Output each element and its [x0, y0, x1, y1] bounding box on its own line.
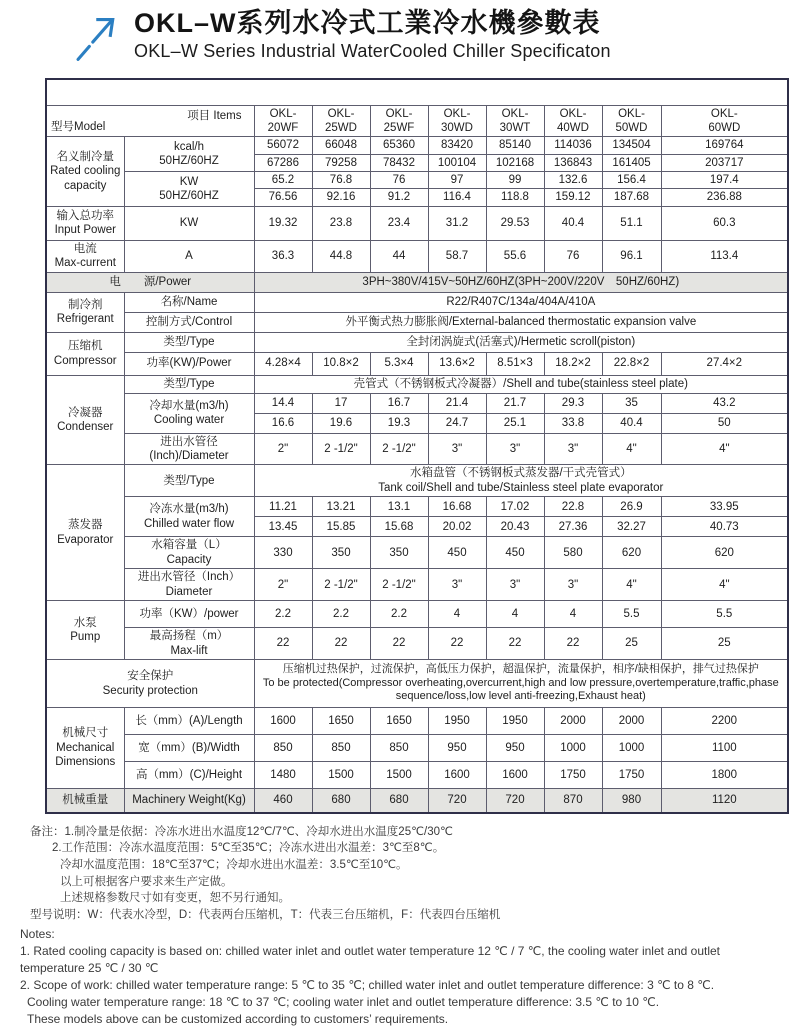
row-power-supply: [46, 272, 788, 292]
model-col-header: OKL- 30WD: [428, 105, 486, 137]
value-cell: 29.53: [486, 206, 544, 240]
value-cell: 450: [428, 537, 486, 569]
note-line: 上述规格参数尺寸如有变更，恕不另行通知。: [60, 892, 290, 905]
value-cell: 15.85: [312, 517, 370, 537]
model-header-row: [46, 105, 788, 137]
value-cell: 33.95: [661, 497, 788, 517]
table-caption: OKL-W系列水冷式工业冷水机参数表: [46, 79, 788, 105]
notes-english: [20, 926, 772, 1028]
value-cell: 22: [486, 628, 544, 660]
section-label-power: 电 源/Power: [46, 272, 254, 292]
value-cell: 134504: [602, 137, 661, 154]
item-label-a-unit: A: [124, 240, 254, 272]
value-cell: 32.27: [602, 517, 661, 537]
item-label-evap-pipe: 进出水管径（Inch） Diameter: [124, 569, 254, 601]
value-cell: 40.4: [602, 413, 661, 433]
value-cell: 22: [370, 628, 428, 660]
section-label-rated: 名义制冷量 Rated cooling capacity: [46, 137, 124, 207]
value-cell: 4": [602, 569, 661, 601]
section-label-pump: 水泵 Pump: [46, 601, 124, 660]
value-cell: 76: [544, 240, 602, 272]
row-evaporator-type: [46, 465, 788, 497]
note-line: These models above can be customized according to customers’ requirements.: [27, 1011, 449, 1026]
value-cell: 2000: [544, 708, 602, 735]
value-cell: 980: [602, 789, 661, 813]
value-cell: 60.3: [661, 206, 788, 240]
value-cell: 13.1: [370, 497, 428, 517]
item-label-tank-capacity: 水箱容量（L） Capacity: [124, 537, 254, 569]
section-label-condenser: 冷凝器 Condenser: [46, 375, 124, 465]
evaporator-type-value: 水箱盘管（不锈钢板式蒸发器/干式壳管式） Tank coil/Shell and tube/Stainless steel plate evaporator: [254, 465, 788, 497]
value-cell: 4": [602, 433, 661, 465]
value-cell: 21.7: [486, 393, 544, 413]
value-cell: 3": [486, 569, 544, 601]
value-cell: 55.6: [486, 240, 544, 272]
value-cell: 56072: [254, 137, 312, 154]
value-cell: 13.21: [312, 497, 370, 517]
value-cell: 2 -1/2": [312, 433, 370, 465]
value-cell: 950: [428, 735, 486, 762]
value-cell: 620: [602, 537, 661, 569]
value-cell: 116.4: [428, 189, 486, 206]
value-cell: 66048: [312, 137, 370, 154]
value-cell: 26.9: [602, 497, 661, 517]
section-label-input-power: 输入总功率 Input Power: [46, 206, 124, 240]
value-cell: 19.6: [312, 413, 370, 433]
section-label-weight: 机械重量: [46, 789, 124, 813]
value-cell: 44: [370, 240, 428, 272]
value-cell: 330: [254, 537, 312, 569]
value-cell: 1120: [661, 789, 788, 813]
model-col-header: OKL- 30WT: [486, 105, 544, 137]
item-label-control: 控制方式/Control: [124, 312, 254, 332]
value-cell: 78432: [370, 154, 428, 171]
spec-table: [45, 78, 789, 814]
value-cell: 8.51×3: [486, 352, 544, 375]
value-cell: 17: [312, 393, 370, 413]
value-cell: 96.1: [602, 240, 661, 272]
value-cell: 114036: [544, 137, 602, 154]
condenser-type-value: 壳管式（不锈钢板式冷凝器）/Shell and tube(stainless steel plate): [254, 375, 788, 393]
value-cell: 5.5: [602, 601, 661, 628]
value-cell: 97: [428, 172, 486, 189]
note-line: 2.工作范围：冷冻水温度范围：5℃至35℃；冷冻水进出水温差：3℃至8℃。: [52, 842, 445, 855]
row-rated-kw-50hz: [46, 172, 788, 189]
value-cell: 136843: [544, 154, 602, 171]
value-cell: 16.6: [254, 413, 312, 433]
section-label-dimensions: 机械尺寸 Mechanical Dimensions: [46, 708, 124, 789]
security-protection-value: 压缩机过热保护，过流保护，高低压力保护，超温保护，流量保护，相序/缺相保护，排气过热保护 To be protected(Compressor overheating,overcurrent,high and low pressure,overtemperature,traffic,phase sequence/loss,low level anti-freezing,Exhaust heat): [254, 660, 788, 708]
row-max-current: [46, 240, 788, 272]
corner-cell: [46, 105, 254, 137]
row-compressor-power: [46, 352, 788, 375]
value-cell: 113.4: [661, 240, 788, 272]
value-cell: 58.7: [428, 240, 486, 272]
value-cell: 67286: [254, 154, 312, 171]
value-cell: 83420: [428, 137, 486, 154]
value-cell: 23.8: [312, 206, 370, 240]
row-refrigerant-name: [46, 292, 788, 312]
value-cell: 22: [544, 628, 602, 660]
value-cell: 23.4: [370, 206, 428, 240]
value-cell: 680: [312, 789, 370, 813]
value-cell: 197.4: [661, 172, 788, 189]
value-cell: 2.2: [370, 601, 428, 628]
row-condenser-pipe: [46, 433, 788, 465]
value-cell: 27.36: [544, 517, 602, 537]
refrigerant-name-value: R22/R407C/134a/404A/410A: [254, 292, 788, 312]
value-cell: 35: [602, 393, 661, 413]
row-chilled-water-1: [46, 497, 788, 517]
row-height: [46, 762, 788, 789]
brand-arrow-icon: [72, 8, 124, 64]
value-cell: 1800: [661, 762, 788, 789]
value-cell: 350: [312, 537, 370, 569]
value-cell: 17.02: [486, 497, 544, 517]
item-label-comp-type: 类型/Type: [124, 332, 254, 352]
value-cell: 203717: [661, 154, 788, 171]
value-cell: 13.6×2: [428, 352, 486, 375]
value-cell: 1750: [602, 762, 661, 789]
item-label-length: 长（mm）(A)/Length: [124, 708, 254, 735]
value-cell: 76.56: [254, 189, 312, 206]
value-cell: 14.4: [254, 393, 312, 413]
note-line: Cooling water temperature range: 18 ℃ to 37 ℃; cooling water inlet and outlet temperature difference: 3.5 ℃ to 10 ℃.: [27, 994, 660, 1009]
value-cell: 25: [602, 628, 661, 660]
value-cell: 44.8: [312, 240, 370, 272]
value-cell: 2 -1/2": [370, 433, 428, 465]
item-label-cond-type: 类型/Type: [124, 375, 254, 393]
value-cell: 2.2: [312, 601, 370, 628]
page-title: OKL–W系列水冷式工業冷水機參數表: [134, 8, 601, 38]
item-label-cond-pipe: 进出水管径 (Inch)/Diameter: [124, 433, 254, 465]
note-line: 以上可根据客户要求来生产定做。: [60, 875, 233, 888]
value-cell: 161405: [602, 154, 661, 171]
value-cell: 24.7: [428, 413, 486, 433]
item-label-evap-type: 类型/Type: [124, 465, 254, 497]
row-width: [46, 735, 788, 762]
value-cell: 1000: [544, 735, 602, 762]
value-cell: 720: [486, 789, 544, 813]
value-cell: 1100: [661, 735, 788, 762]
row-length: [46, 708, 788, 735]
item-label-kcal: kcal/h 50HZ/60HZ: [124, 137, 254, 172]
value-cell: 16.68: [428, 497, 486, 517]
value-cell: 850: [370, 735, 428, 762]
model-col-header: OKL- 50WD: [602, 105, 661, 137]
value-cell: 22.8×2: [602, 352, 661, 375]
value-cell: 100104: [428, 154, 486, 171]
value-cell: 29.3: [544, 393, 602, 413]
value-cell: 79258: [312, 154, 370, 171]
value-cell: 3": [544, 569, 602, 601]
note-line: 冷却水温度范围：18℃至37℃；冷却水进出水温差：3.5℃至10℃。: [60, 858, 408, 871]
value-cell: 3": [428, 433, 486, 465]
value-cell: 25.1: [486, 413, 544, 433]
value-cell: 65.2: [254, 172, 312, 189]
power-supply-value: 3PH~380V/415V~50HZ/60HZ(3PH~200V/220V 50HZ/60HZ): [254, 272, 788, 292]
value-cell: 21.4: [428, 393, 486, 413]
value-cell: 51.1: [602, 206, 661, 240]
value-cell: 43.2: [661, 393, 788, 413]
value-cell: 10.8×2: [312, 352, 370, 375]
value-cell: 2": [254, 433, 312, 465]
value-cell: 27.4×2: [661, 352, 788, 375]
value-cell: 156.4: [602, 172, 661, 189]
value-cell: 4": [661, 569, 788, 601]
value-cell: 11.21: [254, 497, 312, 517]
item-label-pump-power: 功率（KW）/power: [124, 601, 254, 628]
item-label-kw-unit: KW: [124, 206, 254, 240]
value-cell: 33.8: [544, 413, 602, 433]
model-col-header: OKL- 25WF: [370, 105, 428, 137]
model-col-header: OKL- 60WD: [661, 105, 788, 137]
value-cell: 2 -1/2": [370, 569, 428, 601]
refrigerant-control-value: 外平衡式热力膨胀阀/External-balanced thermostatic expansion valve: [254, 312, 788, 332]
value-cell: 720: [428, 789, 486, 813]
value-cell: 1950: [428, 708, 486, 735]
value-cell: 187.68: [602, 189, 661, 206]
value-cell: 1600: [428, 762, 486, 789]
value-cell: 450: [486, 537, 544, 569]
value-cell: 4: [544, 601, 602, 628]
value-cell: 580: [544, 537, 602, 569]
model-col-header: OKL- 40WD: [544, 105, 602, 137]
row-evaporator-pipe: [46, 569, 788, 601]
note-line: 1. Rated cooling capacity is based on: chilled water inlet and outlet water temperature 12 ℃ / 7 ℃, the cooling water inlet and outlet temperature 25 ℃ / 30 ℃: [20, 943, 721, 975]
value-cell: 20.43: [486, 517, 544, 537]
page-subtitle: OKL–W Series Industrial WaterCooled Chiller Specificaton: [134, 41, 611, 62]
value-cell: 2200: [661, 708, 788, 735]
item-label-max-lift: 最高扬程（m） Max-lift: [124, 628, 254, 660]
value-cell: 102168: [486, 154, 544, 171]
value-cell: 31.2: [428, 206, 486, 240]
row-refrigerant-control: [46, 312, 788, 332]
row-rated-kcal-50hz: [46, 137, 788, 154]
model-col-header: OKL- 20WF: [254, 105, 312, 137]
item-label-weight: Machinery Weight(Kg): [124, 789, 254, 813]
value-cell: 4": [661, 433, 788, 465]
value-cell: 4.28×4: [254, 352, 312, 375]
value-cell: 76: [370, 172, 428, 189]
value-cell: 2.2: [254, 601, 312, 628]
item-label-comp-power: 功率(KW)/Power: [124, 352, 254, 375]
section-label-compressor: 压缩机 Compressor: [46, 332, 124, 375]
table-caption-row: [46, 79, 788, 105]
row-input-power: [46, 206, 788, 240]
value-cell: 5.3×4: [370, 352, 428, 375]
value-cell: 15.68: [370, 517, 428, 537]
item-label-cooling-water: 冷却水量(m3/h) Cooling water: [124, 393, 254, 433]
value-cell: 3": [428, 569, 486, 601]
value-cell: 19.3: [370, 413, 428, 433]
row-security-protection: [46, 660, 788, 708]
value-cell: 22: [254, 628, 312, 660]
value-cell: 4: [486, 601, 544, 628]
row-cooling-water-1: [46, 393, 788, 413]
item-label-kw: KW 50HZ/60HZ: [124, 172, 254, 207]
section-label-current: 电流 Max-current: [46, 240, 124, 272]
value-cell: 950: [486, 735, 544, 762]
value-cell: 850: [254, 735, 312, 762]
value-cell: 22: [428, 628, 486, 660]
row-pump-power: [46, 601, 788, 628]
value-cell: 680: [370, 789, 428, 813]
value-cell: 1600: [254, 708, 312, 735]
value-cell: 3": [544, 433, 602, 465]
corner-items-label: 项目 Items: [187, 109, 242, 122]
value-cell: 236.88: [661, 189, 788, 206]
value-cell: 18.2×2: [544, 352, 602, 375]
row-condenser-type: [46, 375, 788, 393]
corner-model-label: 型号Model: [51, 120, 106, 133]
value-cell: 2000: [602, 708, 661, 735]
value-cell: 1950: [486, 708, 544, 735]
value-cell: 350: [370, 537, 428, 569]
value-cell: 2 -1/2": [312, 569, 370, 601]
value-cell: 40.4: [544, 206, 602, 240]
value-cell: 50: [661, 413, 788, 433]
value-cell: 91.2: [370, 189, 428, 206]
value-cell: 1750: [544, 762, 602, 789]
value-cell: 36.3: [254, 240, 312, 272]
value-cell: 1600: [486, 762, 544, 789]
value-cell: 5.5: [661, 601, 788, 628]
value-cell: 3": [486, 433, 544, 465]
value-cell: 620: [661, 537, 788, 569]
value-cell: 870: [544, 789, 602, 813]
value-cell: 22: [312, 628, 370, 660]
value-cell: 132.6: [544, 172, 602, 189]
page-header: [0, 4, 790, 64]
section-label-security: 安全保护 Security protection: [46, 660, 254, 708]
value-cell: 1650: [312, 708, 370, 735]
model-col-header: OKL- 25WD: [312, 105, 370, 137]
section-label-evaporator: 蒸发器 Evaporator: [46, 465, 124, 601]
value-cell: 13.45: [254, 517, 312, 537]
note-line: 型号说明：W：代表水冷型，D：代表两台压缩机，T：代表三台压缩机，F：代表四台压缩机: [30, 908, 501, 921]
value-cell: 25: [661, 628, 788, 660]
value-cell: 2": [254, 569, 312, 601]
value-cell: 85140: [486, 137, 544, 154]
item-label-name: 名称/Name: [124, 292, 254, 312]
note-line: Notes:: [20, 926, 55, 941]
notes-chinese: [30, 824, 770, 924]
value-cell: 118.8: [486, 189, 544, 206]
value-cell: 65360: [370, 137, 428, 154]
value-cell: 92.16: [312, 189, 370, 206]
value-cell: 4: [428, 601, 486, 628]
note-line: 2. Scope of work: chilled water temperature range: 5 ℃ to 35 ℃; chilled water inlet and outlet temperature difference: 3 ℃ to 8 ℃.: [20, 977, 715, 992]
value-cell: 19.32: [254, 206, 312, 240]
value-cell: 159.12: [544, 189, 602, 206]
item-label-width: 宽（mm）(B)/Width: [124, 735, 254, 762]
item-label-chilled-water: 冷冻水量(m3/h) Chilled water flow: [124, 497, 254, 537]
section-label-refrigerant: 制冷剂 Refrigerant: [46, 292, 124, 332]
value-cell: 99: [486, 172, 544, 189]
value-cell: 460: [254, 789, 312, 813]
value-cell: 1650: [370, 708, 428, 735]
value-cell: 76.8: [312, 172, 370, 189]
value-cell: 22.8: [544, 497, 602, 517]
value-cell: 1480: [254, 762, 312, 789]
titles: [134, 8, 611, 62]
compressor-type-value: 全封闭涡旋式(活塞式)/Hermetic scroll(piston): [254, 332, 788, 352]
value-cell: 1500: [312, 762, 370, 789]
row-weight: [46, 789, 788, 813]
value-cell: 1500: [370, 762, 428, 789]
row-tank-capacity: [46, 537, 788, 569]
value-cell: 850: [312, 735, 370, 762]
value-cell: 16.7: [370, 393, 428, 413]
value-cell: 40.73: [661, 517, 788, 537]
value-cell: 20.02: [428, 517, 486, 537]
value-cell: 169764: [661, 137, 788, 154]
row-max-lift: [46, 628, 788, 660]
value-cell: 1000: [602, 735, 661, 762]
note-line: 备注：1.制冷量是依据：冷冻水进出水温度12℃/7℃、冷却水进出水温度25℃/30℃: [30, 825, 453, 838]
item-label-height: 高（mm）(C)/Height: [124, 762, 254, 789]
row-compressor-type: [46, 332, 788, 352]
